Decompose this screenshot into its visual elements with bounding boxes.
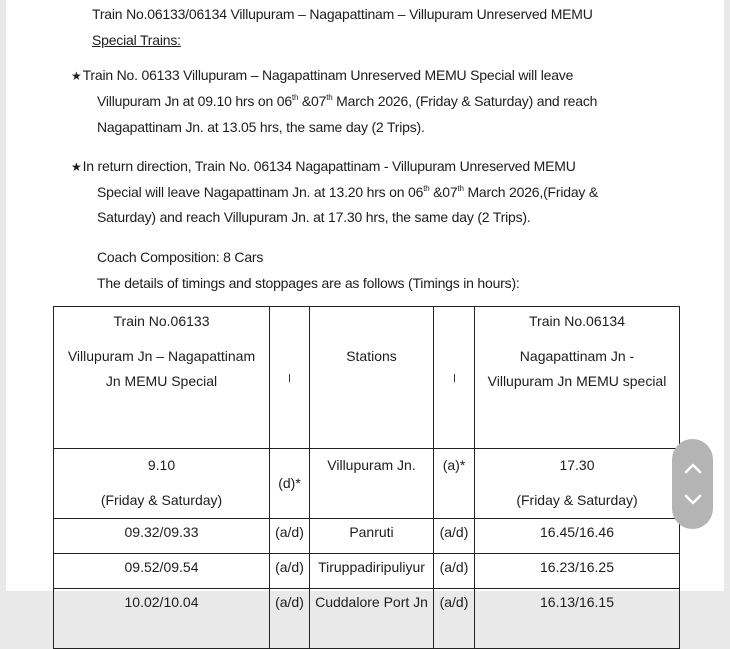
- row-right-time: 16.23/16.25: [475, 554, 680, 589]
- para1-line-2: [97, 93, 597, 109]
- row-left-code: (a/d): [270, 589, 310, 649]
- row-station: Panruti: [310, 519, 434, 554]
- header-train-06134-type: Villupuram Jn MEMU special: [487, 373, 667, 389]
- para2-line2-b: &07: [429, 184, 458, 200]
- table-row: [54, 449, 680, 519]
- para1-line-1: [71, 67, 573, 83]
- chevron-down-icon: [683, 490, 703, 510]
- row-villupuram-left-code: (d)*: [270, 449, 310, 519]
- row-right-code: (a/d): [434, 554, 475, 589]
- para2-line1-a: In return direction,: [82, 158, 195, 174]
- left-time: 9.10: [147, 457, 176, 473]
- scroll-down-button[interactable]: [683, 490, 703, 510]
- chevron-up-icon: [683, 458, 703, 478]
- row-left-code: (a/d): [270, 554, 310, 589]
- header-train-06134-route: Nagapattinam Jn -: [519, 348, 635, 364]
- left-days: (Friday & Saturday): [100, 492, 223, 508]
- row-station: Tiruppadiripuliyur: [310, 554, 434, 589]
- table-row: [54, 519, 680, 554]
- para2-line-3: Saturday) and reach Villupuram Jn. at 17.30 hrs, the same day (2 Trips).: [97, 209, 531, 225]
- para2-line2-bold: Special: [97, 184, 142, 200]
- row-villupuram-station: Villupuram Jn.: [310, 449, 434, 519]
- heading-line-2: Special Trains:: [92, 32, 181, 48]
- header-train-06133-number: Train No.06133: [113, 313, 210, 329]
- document-page: [6, 0, 724, 610]
- para1-line-3: Nagapattinam Jn. at 13.05 hrs, the same day (2 Trips).: [97, 119, 425, 135]
- coach-value: : 8 Cars: [215, 249, 264, 265]
- heading-line-1: Train No.06133/06134 Villupuram – Nagapattinam – Villupuram Unreserved MEMU: [92, 6, 593, 22]
- right-days: (Friday & Saturday): [516, 492, 638, 508]
- row-villupuram-right-time: [475, 449, 680, 519]
- coach-composition: [97, 249, 263, 265]
- right-time: 17.30: [559, 457, 595, 473]
- para2-line2-c: March 2026,(Friday &: [463, 184, 599, 200]
- table-row: [54, 589, 680, 649]
- row-left-time: 09.32/09.33: [54, 519, 270, 554]
- header-separator-right: [434, 307, 475, 449]
- para2-line-1: [71, 158, 576, 174]
- header-train-06133: [54, 307, 270, 449]
- header-train-06133-route: Villupuram Jn – Nagapattinam: [67, 348, 256, 364]
- row-right-code: (a/d): [434, 589, 475, 649]
- row-right-time: 16.13/16.15: [475, 589, 680, 649]
- para2-train-name: Train No. 06134 Nagapattinam - Villupuram Unreserved MEMU: [194, 158, 576, 174]
- para2-line-2: [97, 184, 598, 200]
- page-scroll-control: [672, 439, 713, 529]
- table-row: [54, 554, 680, 589]
- row-left-time: 10.02/10.04: [54, 589, 270, 649]
- coach-label: Coach Composition: [97, 249, 216, 265]
- scroll-up-button[interactable]: [683, 458, 703, 478]
- row-right-code: (a/d): [434, 519, 475, 554]
- para1-train-name: Train No. 06133 Villupuram – Nagapattinam Unreserved MEMU Special: [82, 67, 515, 83]
- header-train-06134: [475, 307, 680, 449]
- row-villupuram-right-code: (a)*: [434, 449, 475, 519]
- para1-sup-1: th: [291, 93, 299, 102]
- header-separator-left: [270, 307, 310, 449]
- row-right-time: 16.45/16.46: [475, 519, 680, 554]
- row-left-time: 09.52/09.54: [54, 554, 270, 589]
- para2-sup-2: th: [457, 184, 464, 193]
- para2-line2-a: will leave Nagapattinam Jn. at 13.20 hrs on 06: [141, 184, 424, 200]
- timings-table: [53, 306, 680, 649]
- star-bullet-icon: ★: [71, 69, 82, 83]
- para1-line2-a: Villupuram Jn at 09.10 hrs on 06: [97, 93, 292, 109]
- table-header-row: [54, 307, 680, 449]
- row-left-code: (a/d): [270, 519, 310, 554]
- row-villupuram-left-time: [54, 449, 270, 519]
- para1-line2-c: March 2026, (Friday & Saturday) and reach: [332, 93, 598, 109]
- para1-sup-2: th: [326, 93, 333, 102]
- row-station: Cuddalore Port Jn: [310, 589, 434, 649]
- para2-sup-1: th: [423, 184, 430, 193]
- header-stations: Stations: [310, 307, 434, 449]
- header-train-06133-type: Jn MEMU Special: [105, 373, 218, 389]
- para1-line1-rest: will leave: [514, 67, 574, 83]
- star-bullet-icon: ★: [71, 160, 82, 174]
- header-train-06134-number: Train No.06134: [529, 313, 625, 329]
- para1-line2-b: &07: [298, 93, 327, 109]
- details-line: The details of timings and stoppages are as follows (Timings in hours):: [97, 275, 520, 291]
